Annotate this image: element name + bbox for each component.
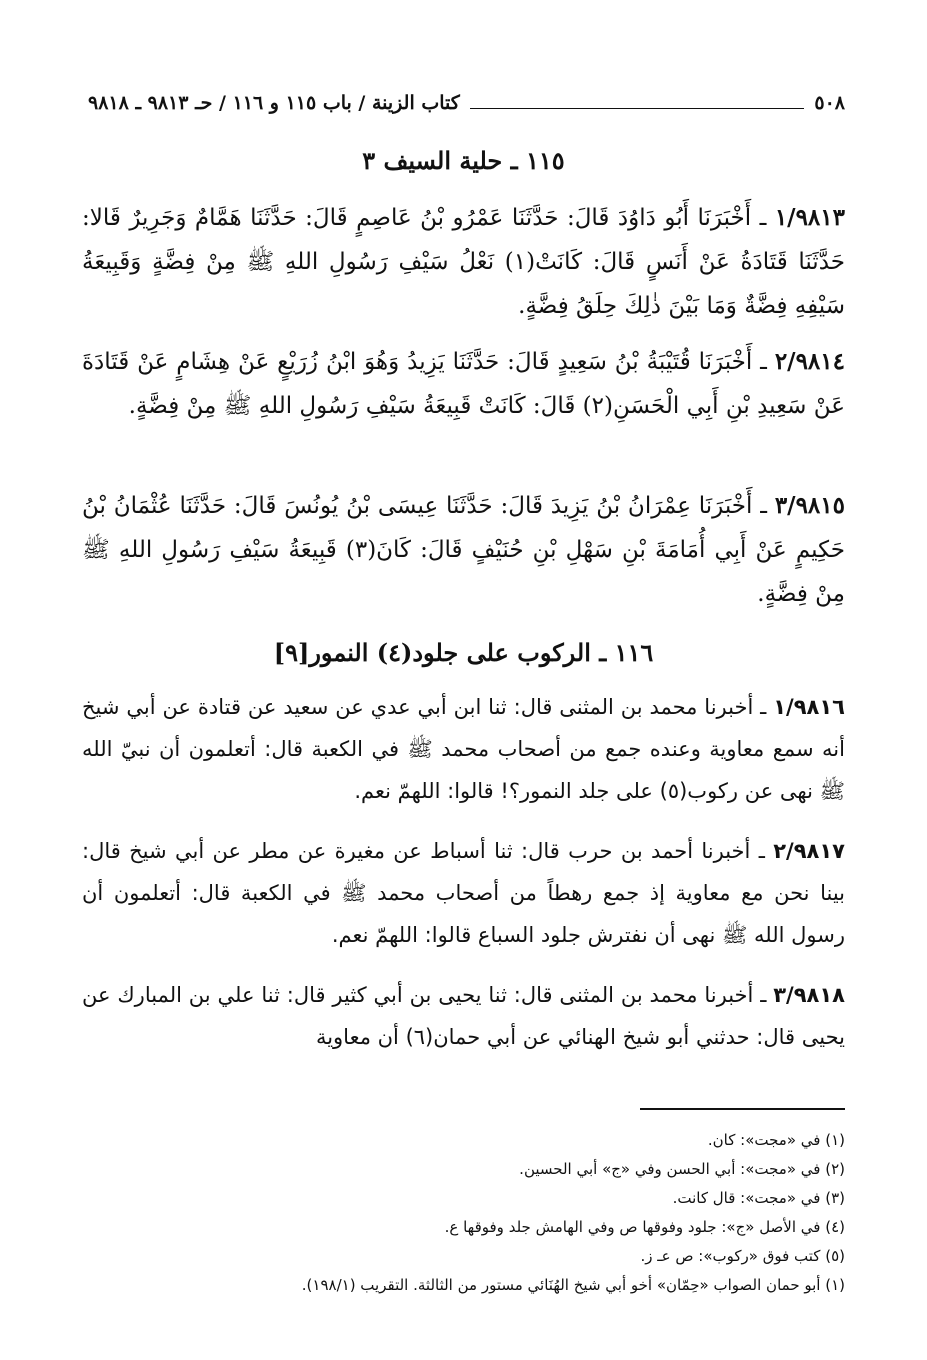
chapter-title-115: ١١٥ ـ حلية السيف ٣ — [362, 146, 565, 175]
running-title: كتاب الزينة / باب ١١٥ و ١١٦ / حـ ٩٨١٣ ـ ٩٨١٨ — [88, 92, 460, 114]
footnote-3: (٣) في «مجت»: قال كانت. — [672, 1189, 845, 1207]
hadith-9817 — [82, 830, 845, 956]
hadith-9815 — [82, 484, 845, 616]
hadith-text: ـ أخبرنا محمد بن المثنى قال: ثنا ابن أبي عدي عن سعيد عن قتادة عن أبي شيخ أنه سمع معاوية وعنده جمع من أصحاب محمد ﷺ في الكعبة قال: أتعلمون أن نبيّ الله ﷺ نهى عن ركوب(٥) على جلد النمور؟! قالوا: اللهمّ نعم. — [82, 695, 845, 803]
footnote-4: (٤) في الأصل «ج»: جلود وفوقها ص وفي الهامش جلد وفوقها ع. — [444, 1218, 845, 1236]
hadith-number: ٢/٩٨١٧ — [773, 839, 845, 863]
hadith-text: ـ أَخْبَرَنَا قُتَيْبَةُ بْنُ سَعِيدٍ قَالَ: حَدَّثَنَا يَزِيدُ وَهُوَ ابْنُ زُرَيْعٍ عَنْ هِشَامٍ عَنْ قَتَادَةَ عَنْ سَعِيدِ بْنِ أَبِي الْحَسَنِ(٢) قَالَ: كَانَتْ قَبِيعَةُ سَيْفِ رَسُولِ اللهِ ﷺ مِنْ فِضَّةٍ. — [82, 349, 845, 419]
hadith-number: ١/٩٨١٣ — [774, 204, 845, 231]
footnote-2: (٢) في «مجت»: أبي الحسن وفي «ج» أبي الحسين. — [519, 1160, 845, 1178]
hadith-9814 — [82, 340, 845, 428]
footnotes — [82, 1126, 845, 1300]
running-header — [88, 86, 845, 120]
footnote-1: (١) في «مجت»: كان. — [707, 1131, 845, 1149]
hadith-9816 — [82, 686, 845, 812]
footnote-5: (٥) كتب فوق «ركوب»: ص عـ ز. — [640, 1247, 845, 1265]
hadith-9813 — [82, 196, 845, 328]
hadith-number: ٢/٩٨١٤ — [774, 348, 845, 375]
hadith-text: ـ أخبرنا أحمد بن حرب قال: ثنا أسباط عن مغيرة عن مطر عن أبي شيخ قال: بينا نحن مع معاوية إذ جمع رهطاً من أصحاب محمد ﷺ في الكعبة قال: أتعلمون أن رسول الله ﷺ نهى أن نفترش جلود السباع قالوا: اللهمّ نعم. — [82, 839, 845, 947]
header-rule — [470, 107, 805, 109]
chapter-title-116: ١١٦ ـ الركوب على جلود(٤) النمور[٩] — [273, 638, 654, 667]
hadith-text: ـ أَخْبَرَنَا أَبُو دَاوُدَ قَالَ: حَدَّثَنَا عَمْرُو بْنُ عَاصِمٍ قَالَ: حَدَّثَنَا هَمَّامٌ وَجَرِيرٌ قَالا: حَدَّثَنَا قَتَادَةُ عَنْ أَنَسٍ قَالَ: كَانَتْ(١) نَعْلُ سَيْفِ رَسُولِ اللهِ ﷺ مِنْ فِضَّةٍ وَقَبِيعَةُ سَيْفِهِ فِضَّةٌ وَمَا بَيْنَ ذٰلِكَ حِلَقُ فِضَّةٍ. — [82, 205, 845, 319]
hadith-number: ٣/٩٨١٥ — [774, 492, 845, 519]
hadith-text: ـ أخبرنا محمد بن المثنى قال: ثنا يحيى بن أبي كثير قال: ثنا علي بن المبارك عن يحيى قال: حدثني أبو شيخ الهنائي عن أبي حمان(٦) أن معاوية — [82, 983, 845, 1049]
hadith-number: ١/٩٨١٦ — [773, 695, 845, 719]
page-number: ٥٠٨ — [814, 92, 845, 114]
footnote-6: (١) أبو حمان الصواب «حِمّان» أخو أبي شيخ الهُنَائي مستور من الثالثة. التقريب (١٩٨/١). — [301, 1276, 845, 1294]
footnote-rule — [640, 1108, 845, 1110]
hadith-text: ـ أَخْبَرَنَا عِمْرَانُ بْنُ يَزِيدَ قَالَ: حَدَّثَنَا عِيسَى بْنُ يُونُسَ قَالَ: حَدَّثَنَا عُثْمَانُ بْنُ حَكِيمٍ عَنْ أَبِي أُمَامَةَ بْنِ سَهْلِ بْنِ حُنَيْفٍ قَالَ: كَانَ(٣) قَبِيعَةُ سَيْفِ رَسُولِ اللهِ ﷺ مِنْ فِضَّةٍ. — [82, 493, 845, 607]
hadith-number: ٣/٩٨١٨ — [773, 983, 845, 1007]
hadith-9818 — [82, 974, 845, 1058]
